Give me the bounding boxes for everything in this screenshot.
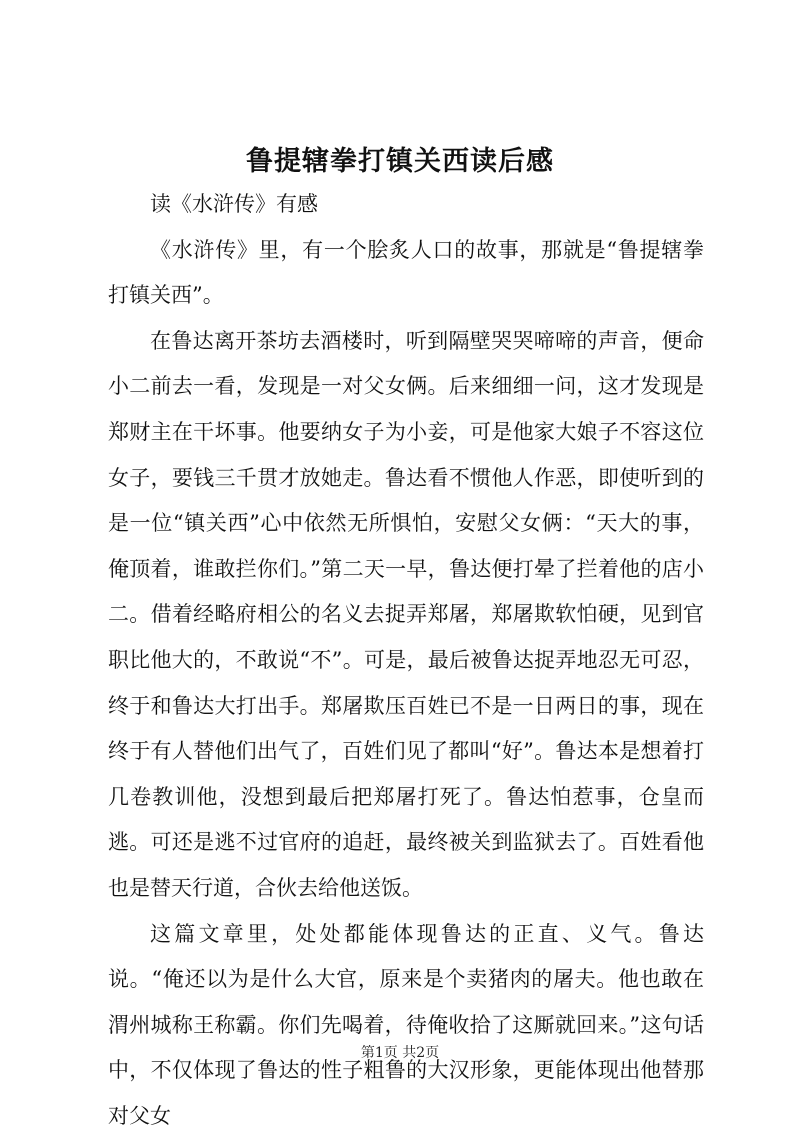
story-paragraph: 在鲁达离开茶坊去酒楼时，听到隔壁哭哭啼啼的声音，便命小二前去一看，发现是一对父女俩。后来细细一问，这才发现是郑财主在干坏事。他要纳女子为小妾，可是他家大娘子不容这位女子，要钱三千贯才放她走。鲁达看不惯他人作恶，即使听到的是一位“镇关西”心中依然无所惧怕，安慰父女俩：“天大的事，俺顶着，谁敢拦你们。”第二天一早，鲁达便打晕了拦着他的店小二。借着经略府相公的名义去捉弄郑屠，郑屠欺软怕硬，见到官职比他大的，不敢说“不”。可是，最后被鲁达捉弄地忍无可忍，终于和鲁达大打出手。郑屠欺压百姓已不是一日两日的事，现在终于有人替他们出气了，百姓们见了都叫“好”。鲁达本是想着打几卷教训他，没想到最后把郑屠打死了。鲁达怕惹事，仓皇而逃。可还是逃不过官府的追赶，最终被关到监狱去了。百姓看他也是替天行道，合伙去给他送饭。 [108, 319, 704, 912]
page-footer: 第1页 共2页 [0, 1043, 800, 1063]
intro-paragraph: 《水浒传》里，有一个脍炙人口的故事，那就是“鲁提辖拳打镇关西”。 [108, 228, 704, 319]
document-title: 鲁提辖拳打镇关西读后感 [0, 140, 800, 184]
document-body [108, 182, 704, 1139]
subtitle-paragraph: 读《水浒传》有感 [108, 182, 704, 228]
analysis-paragraph: 这篇文章里，处处都能体现鲁达的正直、义气。鲁达说。“俺还以为是什么大官，原来是个卖猪肉的屠夫。他也敢在渭州城称王称霸。你们先喝着，待俺收拾了这厮就回来。”这句话中，不仅体现了鲁达的性子粗鲁的大汉形象，更能体现出他替那对父女 [108, 912, 704, 1139]
